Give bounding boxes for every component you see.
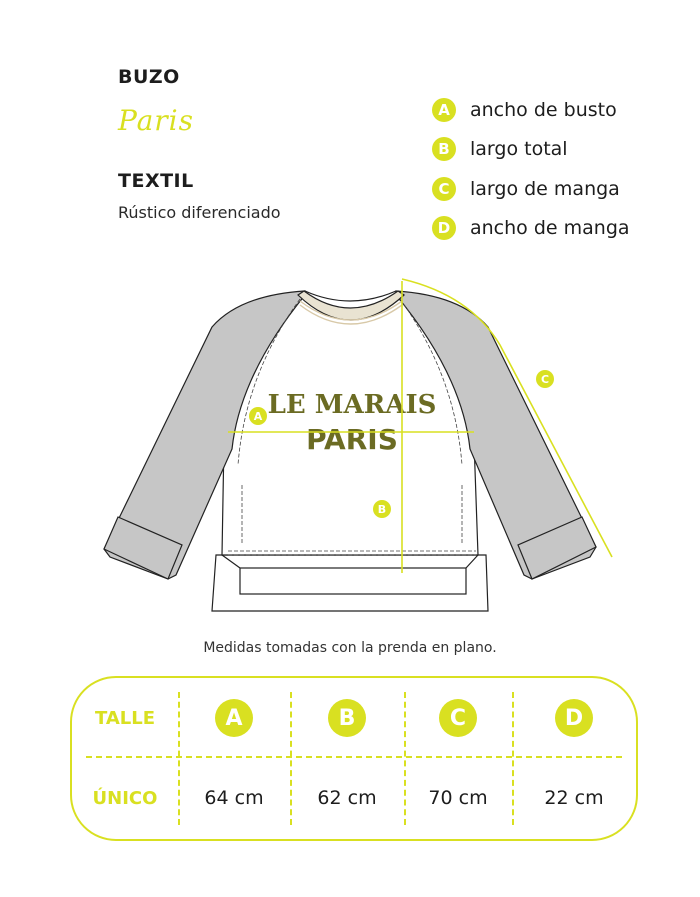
legend-label-d: ancho de manga (470, 217, 630, 240)
legend-item-a (432, 90, 630, 130)
header-badge-a: A (215, 699, 253, 737)
header-a-cell (178, 678, 290, 758)
textil-value: Rústico diferenciado (118, 203, 281, 222)
marker-a: A (253, 410, 263, 423)
value-a: 64 cm (204, 787, 264, 809)
header-talle-cell (72, 678, 178, 758)
header-c-cell (404, 678, 512, 758)
header-talle: TALLE (94, 707, 156, 729)
legend-label-b: largo total (470, 138, 568, 161)
header-b-cell (290, 678, 404, 758)
row-size-cell (72, 758, 178, 838)
legend-item-c (432, 169, 630, 209)
marker-c: C (540, 373, 550, 386)
print-line-2: PARIS (306, 423, 398, 456)
value-a-cell (178, 758, 290, 838)
measure-legend (432, 90, 630, 248)
legend-label-a: ancho de busto (470, 98, 617, 121)
header-badge-d: D (555, 699, 593, 737)
print-line-1: LE MARAIS (267, 390, 437, 420)
legend-badge-b: B (432, 137, 456, 161)
value-b-cell (290, 758, 404, 838)
legend-badge-c: C (432, 177, 456, 201)
value-d: 22 cm (544, 787, 604, 809)
product-name: Paris (118, 104, 194, 137)
product-title: BUZO (118, 66, 180, 88)
legend-item-d (432, 209, 630, 249)
marker-b: B (377, 503, 387, 516)
legend-item-b (432, 130, 630, 170)
size-table (70, 676, 638, 841)
value-c-cell (404, 758, 512, 838)
value-d-cell (512, 758, 636, 838)
header-badge-c: C (439, 699, 477, 737)
hem-band (240, 568, 466, 594)
header-d-cell (512, 678, 636, 758)
value-c: 70 cm (428, 787, 488, 809)
legend-badge-d: D (432, 216, 456, 240)
value-b: 62 cm (317, 787, 377, 809)
legend-label-c: largo de manga (470, 177, 620, 200)
header-badge-b: B (328, 699, 366, 737)
garment-illustration (0, 255, 700, 625)
textil-label: TEXTIL (118, 170, 194, 192)
legend-badge-a: A (432, 98, 456, 122)
measure-note: Medidas tomadas con la prenda en plano. (203, 640, 497, 656)
row-size-label: ÚNICO (92, 787, 158, 809)
